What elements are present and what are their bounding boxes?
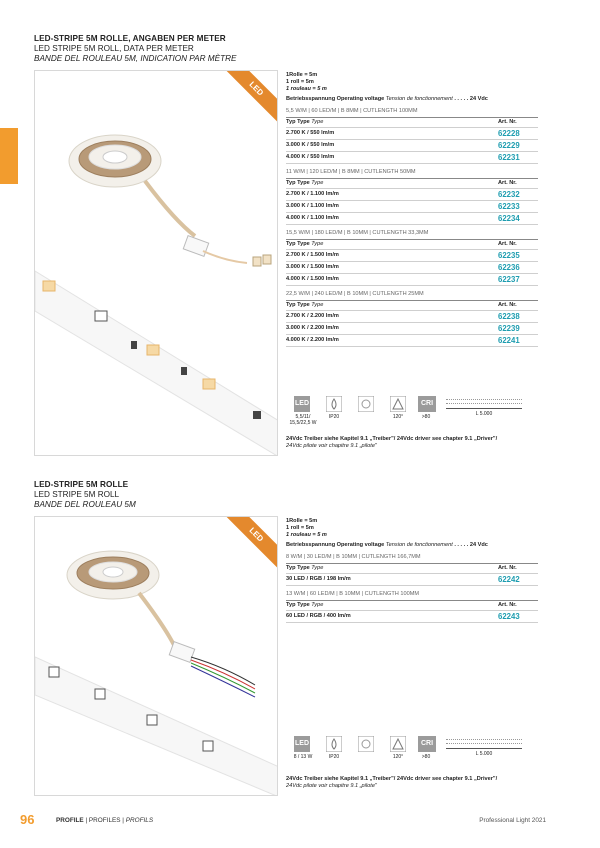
length-dimension: L 5.000 [446,408,522,417]
section-1-icon-row [286,396,538,428]
type-value: 4.000 K / 1.500 lm/m [286,276,339,282]
type-column-header: Typ Type Type [286,302,324,308]
table-row [286,128,538,140]
type-value: 2.700 K / 1.100 lm/m [286,191,339,197]
type-value: 2.700 K / 2.200 lm/m [286,313,339,319]
table-header [286,564,538,574]
product-group [286,169,538,225]
beam-angle-icon [390,396,406,412]
roll-length-de: 1Rolle = 5m [286,518,318,524]
article-number: 62232 [498,190,520,199]
article-number: 62239 [498,324,520,333]
roll-length-fr: 1 rouleau = 5 m [286,86,327,92]
product-group [286,108,538,164]
type-value: 60 LED / RGB / 400 lm/m [286,613,351,619]
ip-label: IP20 [328,754,340,760]
article-number: 62233 [498,202,520,211]
article-number: 62235 [498,251,520,260]
section-2-title-de: LED-STRIPE 5M ROLLE [34,480,129,489]
operating-voltage: Betriebsspannung Operating voltage Tension de fonctionnement . . . . . 24 Vdc [286,96,488,102]
table-row [286,189,538,201]
section-2-title-en: LED STRIPE 5M ROLL [34,490,120,499]
table-header [286,179,538,189]
group-spec-title: 5,5 W/M | 60 LED/M | B 8MM | CUTLENGTH 100MM [286,108,538,118]
section-1-specs [286,72,538,347]
catalog-brand: Professional Light 2021 [479,817,546,824]
type-column-header: Typ Type Type [286,565,324,571]
ip-drop-icon [326,736,342,752]
article-column-header: Art. Nr. [498,302,517,308]
beam-angle-label: 120° [392,414,404,420]
article-number: 62237 [498,275,520,284]
article-number: 62229 [498,141,520,150]
product-group [286,291,538,347]
table-row [286,140,538,152]
table-row [286,201,538,213]
table-row [286,323,538,335]
table-header [286,118,538,128]
rgb-strip-roll-illustration [35,517,278,796]
section-2-heading [34,480,136,510]
roll-length-en: 1 roll = 5m [286,79,314,85]
section-1-title-en: LED STRIPE 5M ROLL, DATA PER METER [34,44,194,53]
ip-drop-icon [326,396,342,412]
led-icon: LED [294,736,310,752]
type-value: 2.700 K / 1.500 lm/m [286,252,339,258]
table-row [286,574,538,586]
cri-label: >80 [421,414,431,420]
section-1-product-image [34,70,278,456]
article-number: 62228 [498,129,520,138]
article-column-header: Art. Nr. [498,241,517,247]
type-value: 2.700 K / 550 lm/m [286,130,335,136]
article-column-header: Art. Nr. [498,180,517,186]
ip-label: IP20 [328,414,340,420]
table-row [286,611,538,623]
breadcrumb: PROFILE | PROFILES | PROFILS [56,817,154,824]
table-row [286,274,538,286]
article-number: 62241 [498,336,520,345]
cri-icon: CRI [418,396,436,412]
group-spec-title: 8 W/M | 30 LED/M | B 10MM | CUTLENGTH 166,7MM [286,554,538,564]
page-footer [0,812,600,828]
type-column-header: Typ Type Type [286,119,324,125]
article-number: 62238 [498,312,520,321]
led-corner-badge: LED [211,70,278,134]
section-1-heading [34,34,236,64]
roll-length-de: 1Rolle = 5m [286,72,318,78]
table-row [286,262,538,274]
type-column-header: Typ Type Type [286,241,324,247]
section-1-title-de: LED-STRIPE 5M ROLLE, ANGABEN PER METER [34,34,226,43]
product-groups [286,554,538,623]
product-group [286,230,538,286]
type-value: 3.000 K / 2.200 lm/m [286,325,339,331]
table-header [286,240,538,250]
type-column-header: Typ Type Type [286,602,324,608]
group-spec-title: 13 W/M | 60 LED/M | B 10MM | CUTLENGTH 100MM [286,591,538,601]
product-group [286,554,538,586]
operating-voltage: Betriebsspannung Operating voltage Tension de fonctionnement . . . . . 24 Vdc [286,542,488,548]
page-number: 96 [20,812,35,827]
cri-icon: CRI [418,736,436,752]
section-2-driver-note: 24Vdc Treiber siehe Kapitel 9.1 „Treiber"/ 24Vdc driver see chapter 9.1 „Driver"/ 24Vdc pilote voir chapitre 9.1 „pilote" [286,776,498,789]
article-number: 62231 [498,153,520,162]
article-number: 62243 [498,612,520,621]
type-value: 3.000 K / 1.500 lm/m [286,264,339,270]
strip-drawing [446,739,522,744]
section-2-specs [286,518,538,623]
group-spec-title: 15,5 W/M | 180 LED/M | B 10MM | CUTLENGTH 33,3MM [286,230,538,240]
dimmer-icon [358,736,374,752]
wattage-label: 8 / 13 W [293,754,313,760]
article-number: 62242 [498,575,520,584]
table-row [286,213,538,225]
article-number: 62234 [498,214,520,223]
section-2-icon-row [286,736,538,768]
article-column-header: Art. Nr. [498,602,517,608]
type-value: 4.000 K / 1.100 lm/m [286,215,339,221]
section-2-product-image [34,516,278,796]
wattage-label: 5,5/11/ 15,5/22,5 W [289,414,317,426]
table-row [286,311,538,323]
type-value: 3.000 K / 550 lm/m [286,142,335,148]
roll-length-en: 1 roll = 5m [286,525,314,531]
product-group [286,591,538,623]
section-1-title-fr: BANDE DEL ROULEAU 5M, INDICATION PAR MÈTRE [34,54,237,63]
article-number: 62236 [498,263,520,272]
led-corner-badge: LED [211,516,278,580]
led-icon: LED [294,396,310,412]
beam-angle-icon [390,736,406,752]
product-groups [286,108,538,347]
type-value: 4.000 K / 2.200 lm/m [286,337,339,343]
group-spec-title: 11 W/M | 120 LED/M | B 8MM | CUTLENGTH 50MM [286,169,538,179]
table-row [286,152,538,164]
dimmer-icon [358,396,374,412]
led-strip-roll-illustration [35,71,278,456]
table-header [286,601,538,611]
type-value: 4.000 K / 550 lm/m [286,154,335,160]
group-spec-title: 22,5 W/M | 240 LED/M | B 10MM | CUTLENGTH 25MM [286,291,538,301]
section-1-driver-note: 24Vdc Treiber siehe Kapitel 9.1 „Treiber"/ 24Vdc driver see chapter 9.1 „Driver"/ 24Vdc pilote voir chapitre 9.1 „pilote" [286,436,498,449]
chapter-tab [0,128,18,184]
table-row [286,250,538,262]
cri-label: >80 [421,754,431,760]
type-column-header: Typ Type Type [286,180,324,186]
table-row [286,335,538,347]
section-2-title-fr: BANDE DEL ROULEAU 5M [34,500,136,509]
type-value: 3.000 K / 1.100 lm/m [286,203,339,209]
length-dimension: L 5.000 [446,748,522,757]
strip-drawing [446,399,522,404]
roll-length-fr: 1 rouleau = 5 m [286,532,327,538]
type-value: 30 LED / RGB / 198 lm/m [286,576,351,582]
article-column-header: Art. Nr. [498,565,517,571]
beam-angle-label: 120° [392,754,404,760]
article-column-header: Art. Nr. [498,119,517,125]
table-header [286,301,538,311]
